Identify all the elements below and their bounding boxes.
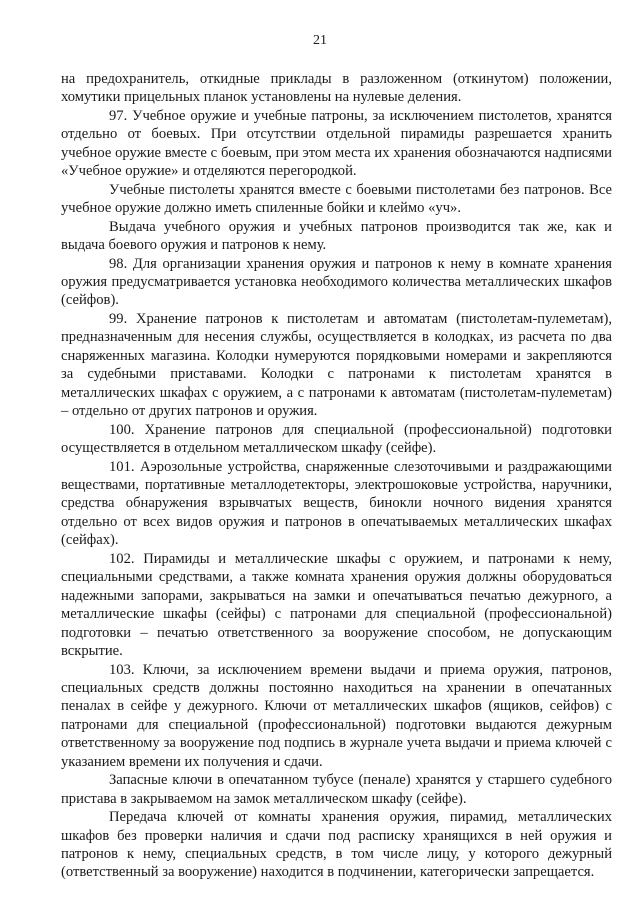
paragraph-training-issue: Выдача учебного оружия и учебных патронов производится так же, как и выдача боевого оружия и патронов к нему.: [61, 218, 612, 254]
page-number: 21: [313, 33, 327, 48]
paragraph-99: 99. Хранение патронов к пистолетам и автоматам (пистолетам-пулеметам), предназначенным для несения службы, осуществляется в колодках, из расчета по два снаряженных магазина. Колодки нумеруются порядковыми номерами и закрепляются за судебными приставами. Колодки с патронами к пистолетам хранятся в металлических шкафах с оружием, а с патронами к автоматам (пистолетам-пулеметам) – отдельно от других патронов и оружия.: [61, 310, 612, 420]
paragraph-98: 98. Для организации хранения оружия и патронов к нему в комнате хранения оружия предусматривается установка необходимого количества металлических шкафов (сейфов).: [61, 255, 612, 309]
paragraph-97: 97. Учебное оружие и учебные патроны, за исключением пистолетов, хранятся отдельно от боевых. При отсутствии отдельной пирамиды разрешается хранить учебное оружие вместе с боевым, при этом места их хранения обозначаются надписями «Учебное оружие» и отделяются перегородкой.: [61, 107, 612, 180]
paragraph-100: 100. Хранение патронов для специальной (профессиональной) подготовки осуществляется в отдельном металлическом шкафу (сейфе).: [61, 421, 612, 457]
paragraph-key-transfer: Передача ключей от комнаты хранения оружия, пирамид, металлических шкафов без проверки наличия и сдачи под расписку хранящихся в ней оружия и патронов к нему, специальных средств, в том числе лицу, у которого дежурный (ответственный за вооружение) находится в подчинении, категорически запрещается.: [61, 809, 612, 881]
paragraph-103: 103. Ключи, за исключением времени выдачи и приема оружия, патронов, специальных средств должны постоянно находиться на хранении в опечатанных пеналах в сейфе у дежурного. Ключи от металлических шкафов (ящиков, сейфов) с патронами для специальной (профессиональной) подготовки выдаются дежурным ответственному за вооружение под подпись в журнале учета выдачи и приема ключей с указанием времени их получения и сдачи.: [61, 661, 612, 770]
paragraph-continuation: на предохранитель, откидные приклады в разложенном (откинутом) положении, хомутики прицельных планок установлены на нулевые деления.: [61, 71, 612, 106]
paragraph-training-pistols: Учебные пистолеты хранятся вместе с боевыми пистолетами без патронов. Все учебное оружие должно иметь спиленные бойки и клеймо «уч».: [61, 181, 612, 217]
paragraph-spare-keys: Запасные ключи в опечатанном тубусе (пенале) хранятся у старшего судебного пристава в закрываемом на замок металлическом шкафу (сейфе).: [61, 772, 612, 807]
document-body: [61, 70, 612, 882]
paragraph-102: 102. Пирамиды и металлические шкафы с оружием, и патронами к нему, специальными средствами, а также комната хранения оружия должны оборудоваться надежными запорами, закрываться на замки и опечатываться печатью дежурного, а металлические шкафы (сейфы) с патронами для специальной (профессиональной) подготовки – печатью ответственного за вооружение способом, не допускающим вскрытие.: [61, 550, 612, 660]
paragraph-101: 101. Аэрозольные устройства, снаряженные слезоточивыми и раздражающими веществами, портативные металлодетекторы, электрошоковые устройства, наручники, средства обнаружения взрывчатых веществ, бинокли ночного видения хранятся отдельно от всех видов оружия и патронов в опечатываемых металлических шкафах (сейфах).: [61, 458, 612, 549]
